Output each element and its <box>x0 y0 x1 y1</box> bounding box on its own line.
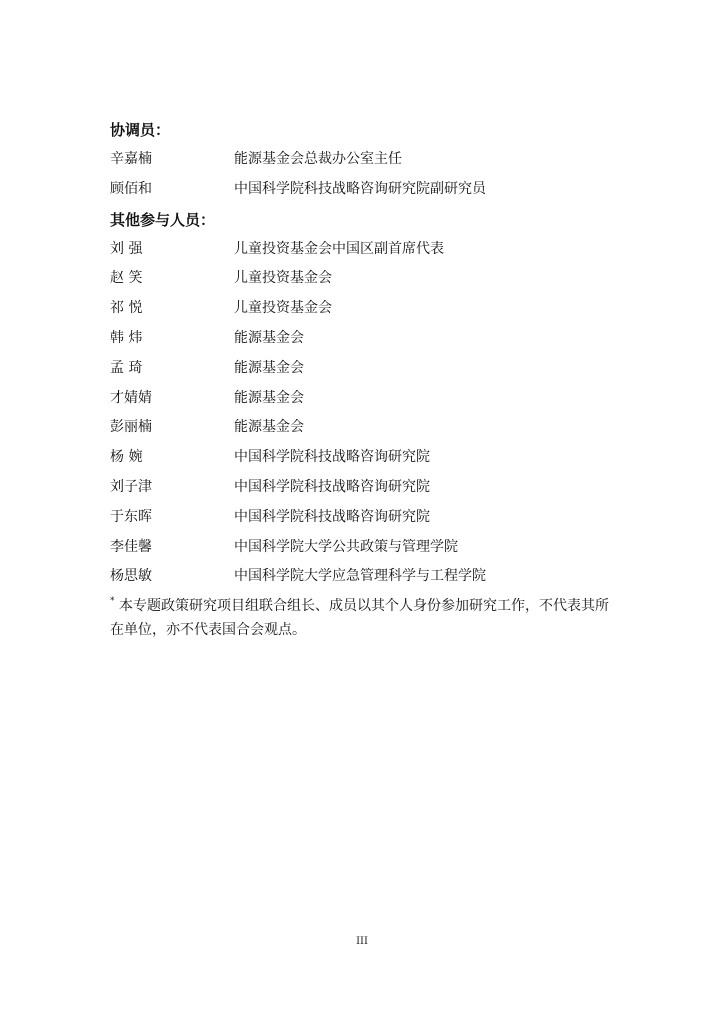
member-name: 辛嘉楠 <box>110 151 152 167</box>
footnote-text: 本专题政策研究项目组联合组长、成员以其个人身份参加研究工作，不代表其所在单位，亦不代表国合会观点。 <box>110 598 609 639</box>
member-affiliation: 中国科学院大学公共政策与管理学院 <box>234 538 458 555</box>
member-name: 才婧婧 <box>110 389 152 406</box>
member-affiliation: 儿童投资基金会中国区副首席代表 <box>234 240 444 257</box>
participant-row <box>110 354 620 384</box>
participant-row <box>110 384 620 414</box>
participant-row <box>110 324 620 354</box>
member-name: 刘 强 <box>110 240 143 257</box>
participant-row <box>110 473 620 503</box>
participant-row <box>110 235 620 265</box>
participant-row <box>110 294 620 324</box>
participant-row <box>110 503 620 533</box>
member-affiliation: 中国科学院科技战略咨询研究院 <box>234 508 430 525</box>
member-affiliation: 中国科学院科技战略咨询研究院 <box>234 478 430 495</box>
coordinator-row <box>110 145 620 175</box>
member-affiliation: 中国科学院科技战略咨询研究院副研究员 <box>234 180 486 197</box>
member-name: 孟 琦 <box>110 359 143 376</box>
participant-row <box>110 533 620 563</box>
member-affiliation: 能源基金会 <box>234 359 304 376</box>
member-affiliation: 儿童投资基金会 <box>234 270 332 287</box>
member-name: 于东晖 <box>110 508 152 525</box>
member-affiliation: 儿童投资基金会 <box>234 300 332 317</box>
member-name: 韩 炜 <box>110 329 143 346</box>
page-number: III <box>356 936 368 947</box>
footnote-mark: * <box>110 596 115 607</box>
member-affiliation: 能源基金会总裁办公室主任 <box>234 151 402 167</box>
member-name: 祁 悦 <box>110 300 143 317</box>
member-name: 刘子津 <box>110 478 152 495</box>
member-name: 杨 婉 <box>110 449 143 466</box>
footnote <box>110 594 620 642</box>
member-affiliation: 能源基金会 <box>234 389 304 406</box>
member-name: 李佳馨 <box>110 538 152 555</box>
member-name: 赵 笑 <box>110 270 143 287</box>
member-name: 顾佰和 <box>110 180 152 197</box>
member-affiliation: 能源基金会 <box>234 329 304 346</box>
member-list <box>110 115 620 642</box>
coordinator-row <box>110 175 620 205</box>
member-affiliation: 中国科学院科技战略咨询研究院 <box>234 449 430 466</box>
member-affiliation: 能源基金会 <box>234 419 304 436</box>
participant-row <box>110 562 620 592</box>
participant-row <box>110 413 620 443</box>
participant-row <box>110 264 620 294</box>
member-affiliation: 中国科学院大学应急管理科学与工程学院 <box>234 568 486 585</box>
coordinators-heading: 协调员： <box>110 121 171 139</box>
participant-row <box>110 443 620 473</box>
member-name: 彭丽楠 <box>110 419 152 436</box>
participants-heading: 其他参与人员： <box>110 210 216 229</box>
member-name: 杨思敏 <box>110 568 152 585</box>
